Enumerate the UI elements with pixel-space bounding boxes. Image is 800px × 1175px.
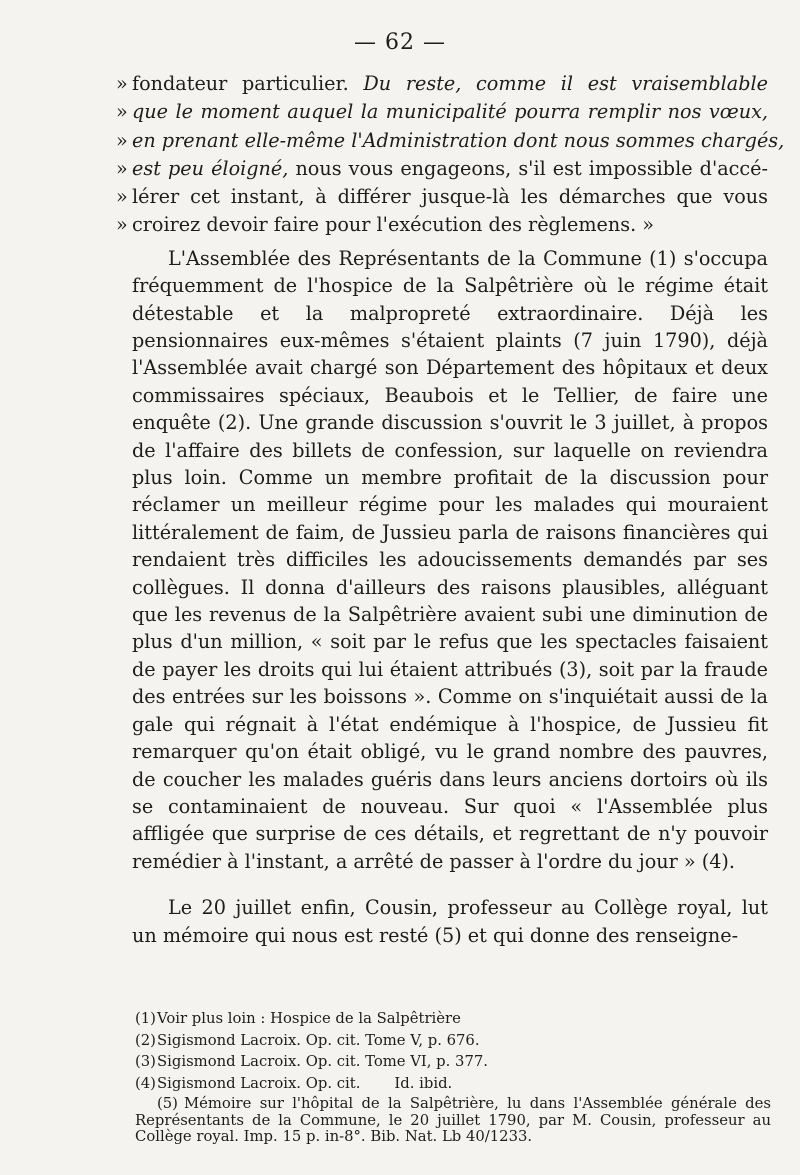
page-number: — 62 — xyxy=(354,30,446,55)
quote-line: » fondateur particulier. Du reste, comme il est vraisemblable xyxy=(116,72,768,95)
quoted-passage xyxy=(116,70,785,240)
body-paragraph: L'Assemblée des Représentants de la Commune (1) s'occupa fréquemment de l'hospice de la Salpêtrière où le régime était détestable et la malpropreté extraordinaire. Déjà les pensionnaires eux-mêmes s'étaient plaints (7 juin 1790), déjà l'Assemblée avait chargé son Département des hôpitaux et deux commissaires spéciaux, Beaubois et le Tellier, de faire une enquête (2). Une grande discussion s'ouvrit le 3 juillet, à propos de l'affaire des billets de confession, sur laquelle on reviendra plus loin. Comme un membre profitait de la discussion pour réclamer un meilleur régime pour les malades qui mouraient littéralement de faim, de Jussieu parla de raisons financières qui rendaient très difficiles les adoucissements demandés par ses collègues. Il donna d'ailleurs des raisons plausibles, alléguant que les revenus de la Salpêtrière avaient subi une diminution de plus d'un million, « soit par le refus que les spectacles faisaient de payer les droits qui lui étaient attribués (3), soit par la fraude des entrées sur les boissons ». Comme on s'inquiétait aussi de la gale qui régnait à l'état endémique à l'hospice, de Jussieu fit remarquer qu'on était obligé, vu le grand nombre des pauvres, de coucher les malades guéris dans leurs anciens dortoirs où ils se contaminaient de nouveau. Sur quoi « l'Assemblée plus affligée que surprise de ces détails, et regrettant de n'y pouvoir remédier à l'instant, a arrêté de passer à l'ordre du jour » (4). xyxy=(132,246,768,873)
footnote: (4) Sigismond Lacroix. Op. cit. Id. ibid. xyxy=(135,1074,453,1092)
footnote: (5) Mémoire sur l'hôpital de la Salpêtrière, lu dans l'Assemblée générale des Représentants de la Commune, le 20 juillet 1790, par M. Cousin, professeur au Collège royal. Imp. 15 p. in-8°. Bib. Nat. Lb 40/1233. xyxy=(135,1095,771,1145)
page-body xyxy=(116,70,785,968)
footnote: (2) Sigismond Lacroix. Op. cit. Tome V, p. 676. xyxy=(135,1031,480,1049)
quote-line: » lérer cet instant, à différer jusque-là les démarches que vous xyxy=(116,185,768,209)
quote-line: » croirez devoir faire pour l'exécution des règlemens. » xyxy=(116,213,655,237)
quote-line: » est peu éloigné, nous vous engageons, s'il est impossible d'accé- xyxy=(116,156,768,180)
footnote: (3) Sigismond Lacroix. Op. cit. Tome VI, p. 377. xyxy=(135,1053,488,1070)
footnote: (1) Voir plus loin : Hospice de la Salpêtrière xyxy=(135,1010,461,1027)
footnotes xyxy=(135,1008,771,1146)
quote-line: » que le moment auquel la municipalité pourra remplir nos vœux, xyxy=(116,100,768,124)
quote-line: » en prenant elle-même l'Administration dont nous sommes chargés, xyxy=(116,128,785,152)
body-paragraph: Le 20 juillet enfin, Cousin, professeur au Collège royal, lut un mémoire qui nous est resté (5) et qui donne des renseigne- xyxy=(132,896,768,947)
